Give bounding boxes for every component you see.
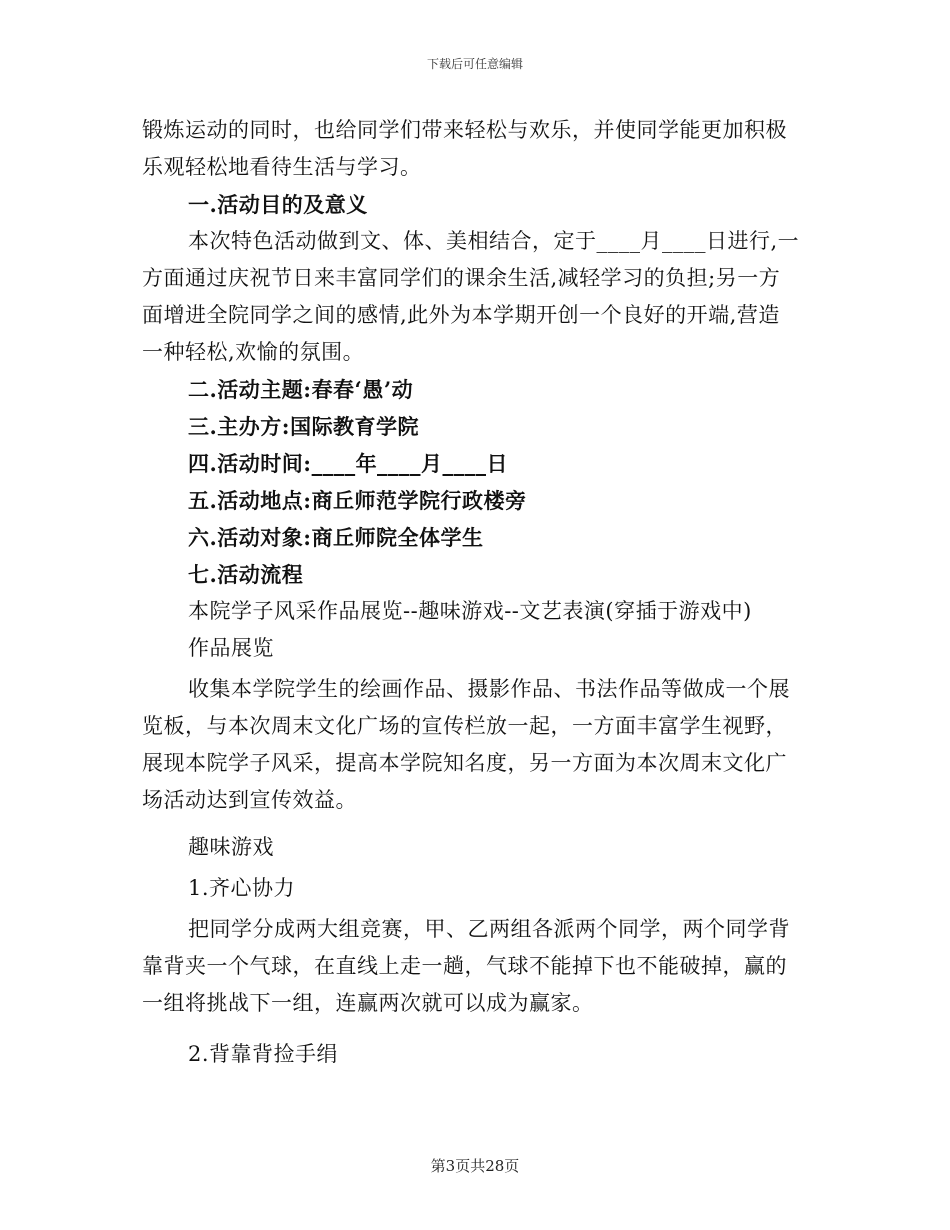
paragraph-line: 面增进全院同学之间的感情,此外为本学期开创一个良好的开端,营造 xyxy=(142,303,780,327)
paragraph-line: 把同学分成两大组竞赛，甲、乙两组各派两个同学，两个同学背 xyxy=(188,917,790,941)
section-heading-location: 五.活动地点:商丘师范学院行政楼旁 xyxy=(188,488,527,513)
paragraph-line: 靠背夹一个气球，在直线上走一趟，气球不能掉下也不能破掉，赢的 xyxy=(142,954,787,978)
flow-line: 本院学子风采作品展览--趣味游戏--文艺表演(穿插于游戏中) xyxy=(188,599,752,623)
section-heading-flow: 七.活动流程 xyxy=(188,562,304,587)
section-heading-audience: 六.活动对象:商丘师院全体学生 xyxy=(188,525,484,550)
paragraph-line: 乐观轻松地看待生活与学习。 xyxy=(142,155,422,179)
section-heading-time: 四.活动时间:____年____月____日 xyxy=(188,451,509,476)
paragraph-line: 方面通过庆祝节日来丰富同学们的课余生活,减轻学习的负担;另一方 xyxy=(142,266,781,290)
paragraph-line: 本次特色活动做到文、体、美相结合，定于____月____日进行,一 xyxy=(188,229,800,253)
subheading-exhibit: 作品展览 xyxy=(188,636,274,660)
section-heading-organizer: 三.主办方:国际教育学院 xyxy=(188,414,420,439)
section-heading-purpose: 一.活动目的及意义 xyxy=(188,192,368,217)
paragraph-line: 收集本学院学生的绘画作品、摄影作品、书法作品等做成一个展 xyxy=(188,677,790,701)
paragraph-line: 一种轻松,欢愉的氛围。 xyxy=(142,340,365,364)
paragraph-line: 览板，与本次周末文化广场的宣传栏放一起，一方面丰富学生视野， xyxy=(142,714,787,738)
page-header: 下载后可任意编辑 xyxy=(426,57,523,71)
subheading-games: 趣味游戏 xyxy=(188,835,274,859)
paragraph-line: 场活动达到宣传效益。 xyxy=(142,788,357,812)
section-heading-theme: 二.活动主题:春春‘愚’动 xyxy=(188,377,414,402)
paragraph-line: 一组将挑战下一组，连赢两次就可以成为赢家。 xyxy=(142,991,594,1015)
document-body xyxy=(142,112,807,1073)
page-footer: 第3页共28页 xyxy=(430,1157,520,1175)
paragraph-line: 锻炼运动的同时，也给同学们带来轻松与欢乐，并使同学能更加积极 xyxy=(142,118,787,142)
game-title-2: 2.背靠背捡手绢 xyxy=(188,1042,339,1066)
paragraph-line: 展现本院学子风采，提高本学院知名度，另一方面为本次周末文化广 xyxy=(142,751,787,775)
game-title-1: 1.齐心协力 xyxy=(188,876,296,900)
